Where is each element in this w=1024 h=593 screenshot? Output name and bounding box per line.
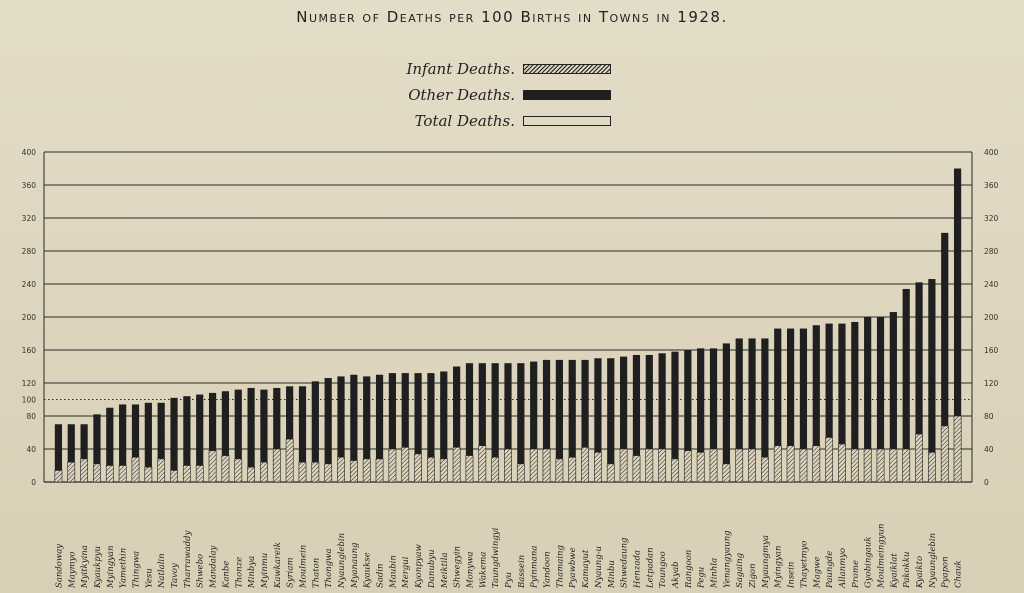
x-tick-label: Bassein (516, 554, 527, 588)
bar-other-44 (620, 357, 627, 449)
bar-infant-23 (350, 461, 357, 482)
y-tick-label-right: 120 (984, 379, 999, 388)
bar-infant-30 (440, 459, 447, 482)
bar-other-51 (710, 348, 717, 449)
bar-infant-9 (170, 470, 177, 482)
x-tick-label: Sagaing (735, 552, 746, 588)
x-tick-label: Kyaukse (362, 552, 373, 588)
bar-other-30 (440, 371, 447, 458)
x-tick-label: Yesu (144, 568, 155, 588)
bar-infant-24 (363, 459, 370, 482)
x-tick-label: Kawkareik (272, 542, 283, 588)
x-tick-label: Kanbe (221, 560, 232, 588)
bar-other-68 (928, 279, 935, 452)
x-tick-label: Henzada (632, 550, 643, 588)
x-tick-label: Toungoo (658, 551, 669, 588)
bar-infant-57 (787, 446, 794, 482)
x-tick-label: Myaungmya (760, 535, 771, 588)
bar-other-20 (312, 381, 319, 462)
x-tick-label: Danubyu (426, 549, 437, 588)
legend-label-other: Other Deaths. (408, 86, 515, 104)
bar-other-61 (838, 324, 845, 444)
bar-other-65 (890, 312, 897, 449)
x-tick-label: Kyaiklat (889, 553, 900, 588)
bar-other-54 (748, 338, 755, 449)
bar-other-58 (800, 329, 807, 449)
x-tick-label: Myanaung (349, 542, 360, 588)
y-tick-label-right: 400 (984, 148, 999, 157)
bar-infant-42 (594, 452, 601, 482)
bar-other-47 (659, 353, 666, 449)
x-tick-label: Yandoon (542, 551, 553, 588)
y-tick-label-right: 280 (984, 247, 999, 256)
y-tick-label-right: 0 (984, 478, 989, 487)
bar-other-22 (337, 376, 344, 457)
x-tick-label: Tavoy (170, 563, 181, 588)
x-tick-label: Moulmeingyun (876, 523, 887, 588)
chart-title: Number of Deaths per 100 Births in Towns in 1928. (296, 8, 728, 26)
y-tick-label-right: 320 (984, 214, 999, 223)
bar-other-49 (684, 350, 691, 451)
bar-infant-16 (260, 462, 267, 482)
bar-infant-45 (633, 456, 640, 482)
bar-infant-33 (479, 446, 486, 482)
x-tick-label: Thingwa (131, 550, 142, 588)
x-tick-label: Insein (786, 561, 797, 588)
x-tick-label: Maymyo (67, 551, 78, 588)
bar-other-27 (402, 373, 409, 447)
bar-other-8 (158, 403, 165, 459)
x-tick-label: Rangoon (683, 549, 694, 588)
x-tick-label: Allanmyo (837, 547, 848, 588)
y-tick-label-left: 400 (21, 148, 36, 157)
x-tick-label: Thongwa (324, 548, 335, 588)
bar-infant-47 (659, 449, 666, 482)
bar-infant-1 (68, 462, 75, 482)
bar-other-39 (556, 360, 563, 459)
x-tick-label: Natlalin (157, 553, 168, 588)
y-tick-label-right: 240 (984, 280, 999, 289)
x-tick-label: Meiktila (439, 552, 450, 588)
bar-other-48 (671, 352, 678, 459)
x-tick-label: Zigon (748, 563, 759, 588)
bar-infant-63 (864, 449, 871, 482)
x-tick-label: Thaton (311, 557, 322, 588)
y-tick-label-left: 160 (21, 346, 36, 355)
bar-other-66 (903, 289, 910, 449)
bar-infant-50 (697, 452, 704, 482)
bar-other-5 (119, 404, 126, 465)
y-tick-label-left: 360 (21, 181, 36, 190)
bar-infant-21 (325, 464, 332, 482)
bar-other-13 (222, 391, 229, 455)
x-tick-label: Shwebo (195, 553, 206, 588)
bar-other-10 (183, 396, 190, 465)
bar-infant-18 (286, 439, 293, 482)
y-tick-label-left: 320 (21, 214, 36, 223)
x-tick-label: Thayetmyo (799, 540, 810, 588)
bar-infant-28 (414, 454, 421, 482)
x-tick-label: Pakokku (902, 551, 913, 588)
bar-infant-46 (646, 449, 653, 482)
bar-other-7 (145, 403, 152, 467)
legend-label-total: Total Deaths. (414, 112, 515, 130)
bar-infant-13 (222, 456, 229, 482)
x-tick-label: Monywa (465, 551, 476, 588)
x-tick-label: Gyobingauk (863, 536, 874, 588)
bar-infant-67 (915, 434, 922, 482)
bar-other-34 (492, 363, 499, 457)
bar-infant-43 (607, 464, 614, 482)
bar-infant-17 (273, 449, 280, 482)
bar-other-60 (826, 324, 833, 438)
bar-other-36 (517, 363, 524, 464)
bar-infant-7 (145, 467, 152, 482)
bar-other-4 (106, 408, 113, 466)
bar-other-25 (376, 375, 383, 459)
bar-infant-52 (723, 464, 730, 482)
bar-infant-22 (337, 457, 344, 482)
bar-other-42 (594, 358, 601, 452)
bar-other-15 (248, 388, 255, 467)
x-tick-label: Shwegyin (452, 545, 463, 588)
x-tick-label: Syriam (285, 557, 296, 588)
x-tick-label: Chauk (953, 560, 964, 588)
bar-infant-65 (890, 449, 897, 482)
bar-other-64 (877, 317, 884, 449)
bar-other-53 (736, 338, 743, 449)
bar-other-24 (363, 376, 370, 459)
bar-other-56 (774, 329, 781, 446)
y-tick-label-left: 80 (26, 412, 36, 421)
bar-infant-10 (183, 466, 190, 483)
bar-other-21 (325, 378, 332, 464)
y-tick-label-left: 240 (21, 280, 36, 289)
x-tick-label: Mergui (401, 556, 412, 588)
x-tick-label: Kyaukpyu (92, 545, 103, 588)
x-tick-label: Nyaunglebin (337, 532, 348, 588)
x-tick-label: Minbu (606, 560, 617, 588)
bar-infant-12 (209, 451, 216, 482)
bar-infant-61 (838, 444, 845, 482)
bar-other-46 (646, 355, 653, 449)
bar-other-31 (453, 367, 460, 448)
y-tick-label-right: 80 (984, 412, 994, 421)
bar-infant-64 (877, 449, 884, 482)
bar-infant-4 (106, 466, 113, 483)
bar-infant-32 (466, 456, 473, 482)
bar-other-26 (389, 373, 396, 449)
bar-infant-68 (928, 452, 935, 482)
bar-infant-15 (248, 467, 255, 482)
x-tick-label: Minbya (247, 555, 258, 588)
x-tick-label: Pyinmana (529, 545, 540, 588)
bar-other-59 (813, 325, 820, 445)
bar-other-69 (941, 233, 948, 426)
x-tick-label: Akyab (670, 561, 681, 588)
bar-other-29 (427, 373, 434, 457)
bar-other-57 (787, 329, 794, 446)
x-tick-label: Magwe (812, 556, 823, 588)
bar-infant-34 (492, 457, 499, 482)
x-tick-label: Tharrawaddy (182, 530, 193, 588)
bar-other-18 (286, 386, 293, 439)
bar-other-33 (479, 363, 486, 446)
bar-infant-37 (530, 449, 537, 482)
bar-other-32 (466, 363, 473, 455)
x-tick-label: Shwedaung (619, 537, 630, 588)
bar-other-28 (414, 373, 421, 454)
bar-other-11 (196, 395, 203, 466)
bar-infant-70 (954, 416, 961, 482)
bar-infant-62 (851, 449, 858, 482)
bar-other-23 (350, 375, 357, 461)
bar-infant-60 (826, 437, 833, 482)
bar-other-0 (55, 424, 62, 470)
bar-infant-20 (312, 462, 319, 482)
x-tick-label: Pegu (696, 566, 707, 588)
x-tick-label: Pyawbwe (568, 547, 579, 588)
bar-other-3 (93, 414, 100, 464)
bar-infant-14 (235, 459, 242, 482)
bar-infant-0 (55, 470, 62, 482)
bar-other-14 (235, 390, 242, 459)
x-tick-label: Myitkyina (80, 545, 91, 588)
bar-other-52 (723, 343, 730, 463)
x-tick-label: Mandalay (208, 545, 219, 588)
y-tick-label-left: 40 (26, 445, 36, 454)
y-tick-label-right: 200 (984, 313, 999, 322)
bar-other-37 (530, 362, 537, 449)
bar-infant-41 (581, 447, 588, 482)
y-tick-label-left: 0 (31, 478, 36, 487)
bar-infant-36 (517, 464, 524, 482)
x-tick-label: Kyaikto (915, 555, 926, 588)
bar-infant-58 (800, 449, 807, 482)
x-tick-label: Moulmein (298, 544, 309, 588)
x-tick-label: Maubin (388, 555, 399, 588)
x-tick-label: Paungde (825, 550, 836, 588)
bar-infant-27 (402, 447, 409, 482)
bar-infant-40 (569, 457, 576, 482)
bar-infant-44 (620, 449, 627, 482)
x-tick-label: Kyonpyaw (414, 544, 425, 588)
bar-infant-51 (710, 449, 717, 482)
bar-other-40 (569, 360, 576, 457)
x-tick-label: Thamaing (555, 545, 566, 588)
bar-infant-48 (671, 459, 678, 482)
bar-other-2 (81, 424, 88, 459)
y-tick-label-left: 200 (21, 313, 36, 322)
bar-infant-66 (903, 449, 910, 482)
bar-infant-35 (504, 449, 511, 482)
bar-infant-8 (158, 459, 165, 482)
x-tick-label: Nyaung-u (593, 545, 604, 588)
y-tick-label-left: 100 (21, 395, 36, 405)
x-tick-label: Myingyan (105, 545, 116, 588)
bar-infant-69 (941, 426, 948, 482)
bar-infant-39 (556, 459, 563, 482)
bar-other-50 (697, 348, 704, 452)
bar-infant-56 (774, 446, 781, 482)
bar-other-45 (633, 355, 640, 456)
legend-label-infant: Infant Deaths. (406, 60, 515, 78)
bar-other-16 (260, 390, 267, 463)
x-tick-label: Prome (850, 560, 861, 588)
bar-other-17 (273, 388, 280, 449)
bar-infant-59 (813, 446, 820, 482)
x-tick-label: Taungdwingyi (491, 527, 502, 588)
bar-infant-6 (132, 457, 139, 482)
bar-infant-55 (761, 457, 768, 482)
bar-infant-19 (299, 462, 306, 482)
x-tick-label: Yenangyaung (722, 530, 733, 588)
bar-other-19 (299, 386, 306, 462)
x-tick-label: Pyapon (940, 556, 951, 588)
x-tick-label: Myingyan (773, 545, 784, 588)
bar-infant-38 (543, 449, 550, 482)
bar-infant-54 (748, 449, 755, 482)
bar-infant-3 (93, 464, 100, 482)
bar-infant-2 (81, 459, 88, 482)
bar-infant-53 (736, 449, 743, 482)
x-tick-label: Wakema (478, 551, 489, 588)
x-tick-label: Sadin (375, 563, 386, 588)
bar-infant-25 (376, 459, 383, 482)
bar-other-1 (68, 424, 75, 462)
x-tick-label: Myinmu (259, 552, 270, 588)
y-tick-label-left: 280 (21, 247, 36, 256)
bar-other-67 (915, 282, 922, 434)
bar-other-43 (607, 358, 614, 464)
y-tick-label-left: 120 (21, 379, 36, 388)
bar-other-9 (170, 398, 177, 471)
bar-infant-49 (684, 451, 691, 482)
y-tick-label-right: 40 (984, 445, 994, 454)
bar-infant-11 (196, 466, 203, 483)
x-tick-label: Kamayut (581, 549, 592, 588)
bar-other-41 (581, 360, 588, 447)
bar-infant-5 (119, 466, 126, 483)
bar-other-35 (504, 363, 511, 449)
bar-infant-29 (427, 457, 434, 482)
bar-infant-31 (453, 447, 460, 482)
y-tick-label-right: 160 (984, 346, 999, 355)
bar-other-38 (543, 360, 550, 449)
bar-other-55 (761, 338, 768, 457)
x-tick-label: Thonze (234, 556, 245, 588)
bar-other-63 (864, 317, 871, 449)
x-tick-label: Sandoway (54, 543, 65, 588)
x-tick-label: Nyaunglebin (927, 532, 938, 588)
bar-other-70 (954, 169, 961, 417)
bar-other-62 (851, 322, 858, 449)
x-tick-label: Pyu (504, 572, 514, 588)
x-tick-label: Yamethin (118, 547, 129, 588)
x-tick-label: Minhla (709, 557, 720, 588)
x-tick-label: Letpadan (645, 547, 656, 588)
bar-other-6 (132, 404, 139, 457)
bar-other-12 (209, 393, 216, 451)
y-tick-label-right: 360 (984, 181, 999, 190)
bar-infant-26 (389, 449, 396, 482)
